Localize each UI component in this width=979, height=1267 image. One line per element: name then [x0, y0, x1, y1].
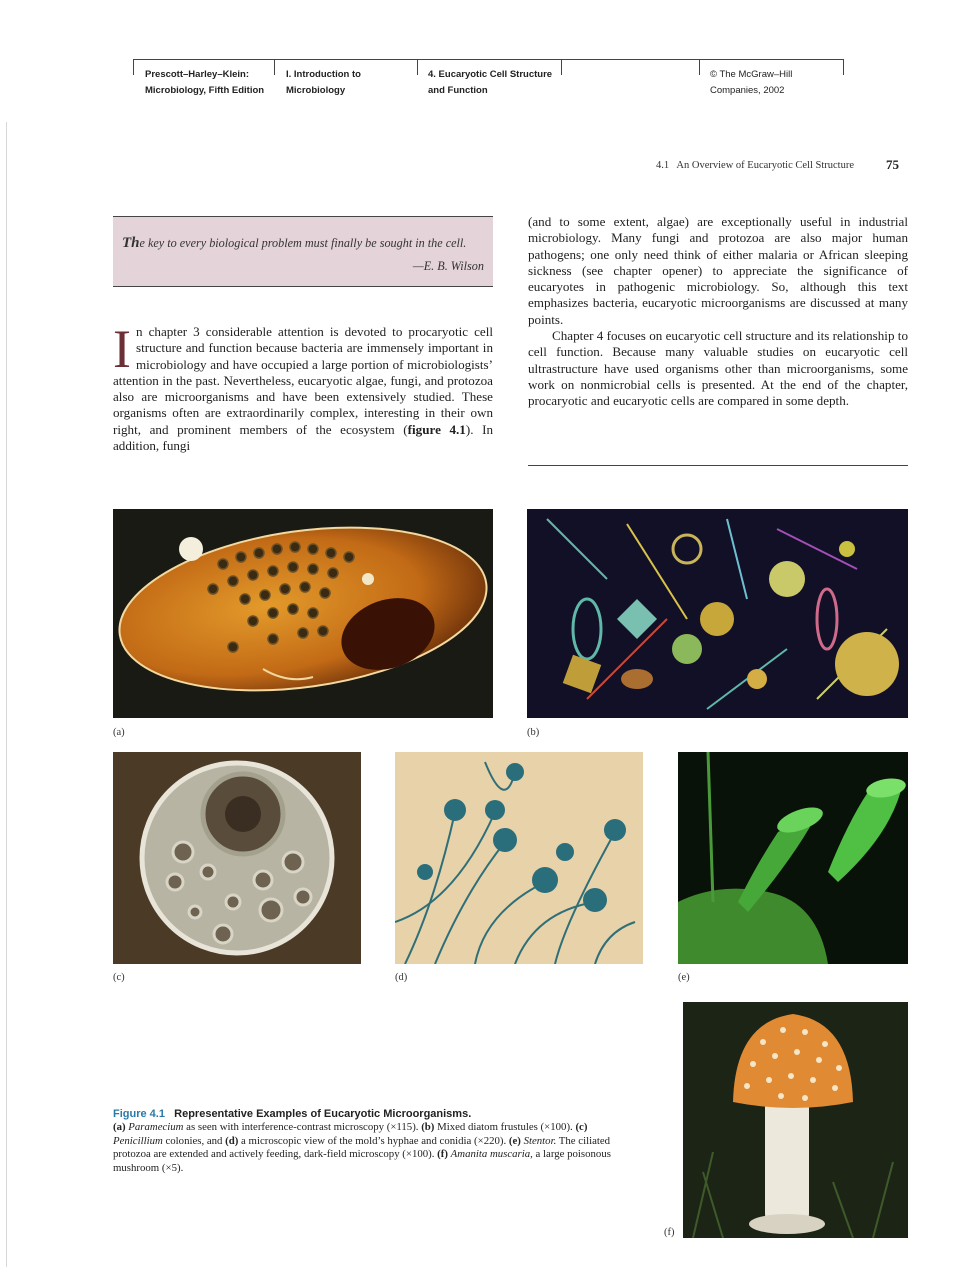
figure-caption — [113, 1108, 633, 1175]
header-chapter: 4. Eucaryotic Cell Structure and Function — [428, 69, 553, 96]
caption-title: Figure 4.1 Representative Examples of Eucaryotic Microorganisms. — [113, 1108, 472, 1120]
epigraph-text: The key to every biological problem must finally be sought in the cell. — [122, 235, 467, 251]
figure-f-label: (f) — [664, 1227, 675, 1238]
figure-a-paramecium — [113, 509, 493, 718]
figure-reference[interactable]: figure 4.1 — [407, 421, 466, 437]
drop-cap: I — [113, 319, 131, 379]
paragraph-industrial: (and to some extent, algae) are exceptionally useful in industrial microbiology. Many fungi and protozoa are also major human pathogens; one only need think of either malaria or African sleeping sickness (see chapter opener) to appreciate the significance of eucaryotes in pathogenic microbiology. So, although this text emphasizes bacteria, eucaryotic microorganisms are discussed at many points. — [528, 214, 908, 327]
figure-a-label: (a) — [113, 727, 125, 738]
figure-c-penicillium — [113, 752, 361, 964]
section-rule — [528, 465, 908, 466]
right-column-text — [528, 214, 908, 410]
header-rule — [133, 59, 844, 60]
caption-body: (a) Paramecium as seen with interference-contrast microscopy (×115). (b) Mixed diatom frustules (×100). (c) Penicillium colonies, and (d) a microscopic view of the mold’s hyphae and conidia (×220). (e) Stentor. The ciliated protozoa are extended and actively feeding, dark-field microscopy (×100). (f) Amanita muscaria, a large poisonous mushroom (×5). — [113, 1121, 611, 1174]
figure-b-label: (b) — [527, 727, 540, 738]
figure-f-amanita — [683, 1002, 908, 1238]
header-copyright: © The McGraw–Hill Companies, 2002 — [710, 69, 793, 96]
figure-e-label: (e) — [678, 972, 690, 983]
figure-b-diatoms — [527, 509, 908, 718]
figure-d-hyphae — [395, 752, 643, 964]
epigraph-author: —E. B. Wilson — [412, 259, 484, 273]
intro-paragraph: In chapter 3 considerable attention is devoted to procaryotic cell structure and function because bacteria are immensely important in microbiology and have occupied a large portion of microbiologists’ attention in the past. Nevertheless, eucaryotic algae, fungi, and protozoa also are microorganisms and have been extensively studied. These organisms often are extraordinarily complex, interesting in their own right, and prominent members of the ecosystem (figure 4.1). In addition, fungi — [113, 319, 493, 454]
figure-e-stentor — [678, 752, 908, 964]
page-margin-line — [6, 122, 7, 1267]
paragraph-chapter-focus: Chapter 4 focuses on eucaryotic cell structure and its relationship to cell function. Because many valuable studies on eucaryotic cell ultrastructure have used organisms other than microorganisms, some work on nonmicrobial cells is presented. At the end of the chapter, procaryotic and eucaryotic cells are compared in some depth. — [528, 328, 908, 409]
running-head: 4.1 An Overview of Eucaryotic Cell Structure — [656, 160, 854, 171]
epigraph-box — [113, 216, 493, 287]
page-number: 75 — [886, 157, 899, 172]
book-header — [133, 59, 844, 102]
figure-d-label: (d) — [395, 972, 408, 983]
header-part: I. Introduction to Microbiology — [286, 69, 361, 96]
figure-c-label: (c) — [113, 972, 125, 983]
header-book-title: Prescott–Harley–Klein: Microbiology, Fifth Edition — [145, 69, 265, 96]
